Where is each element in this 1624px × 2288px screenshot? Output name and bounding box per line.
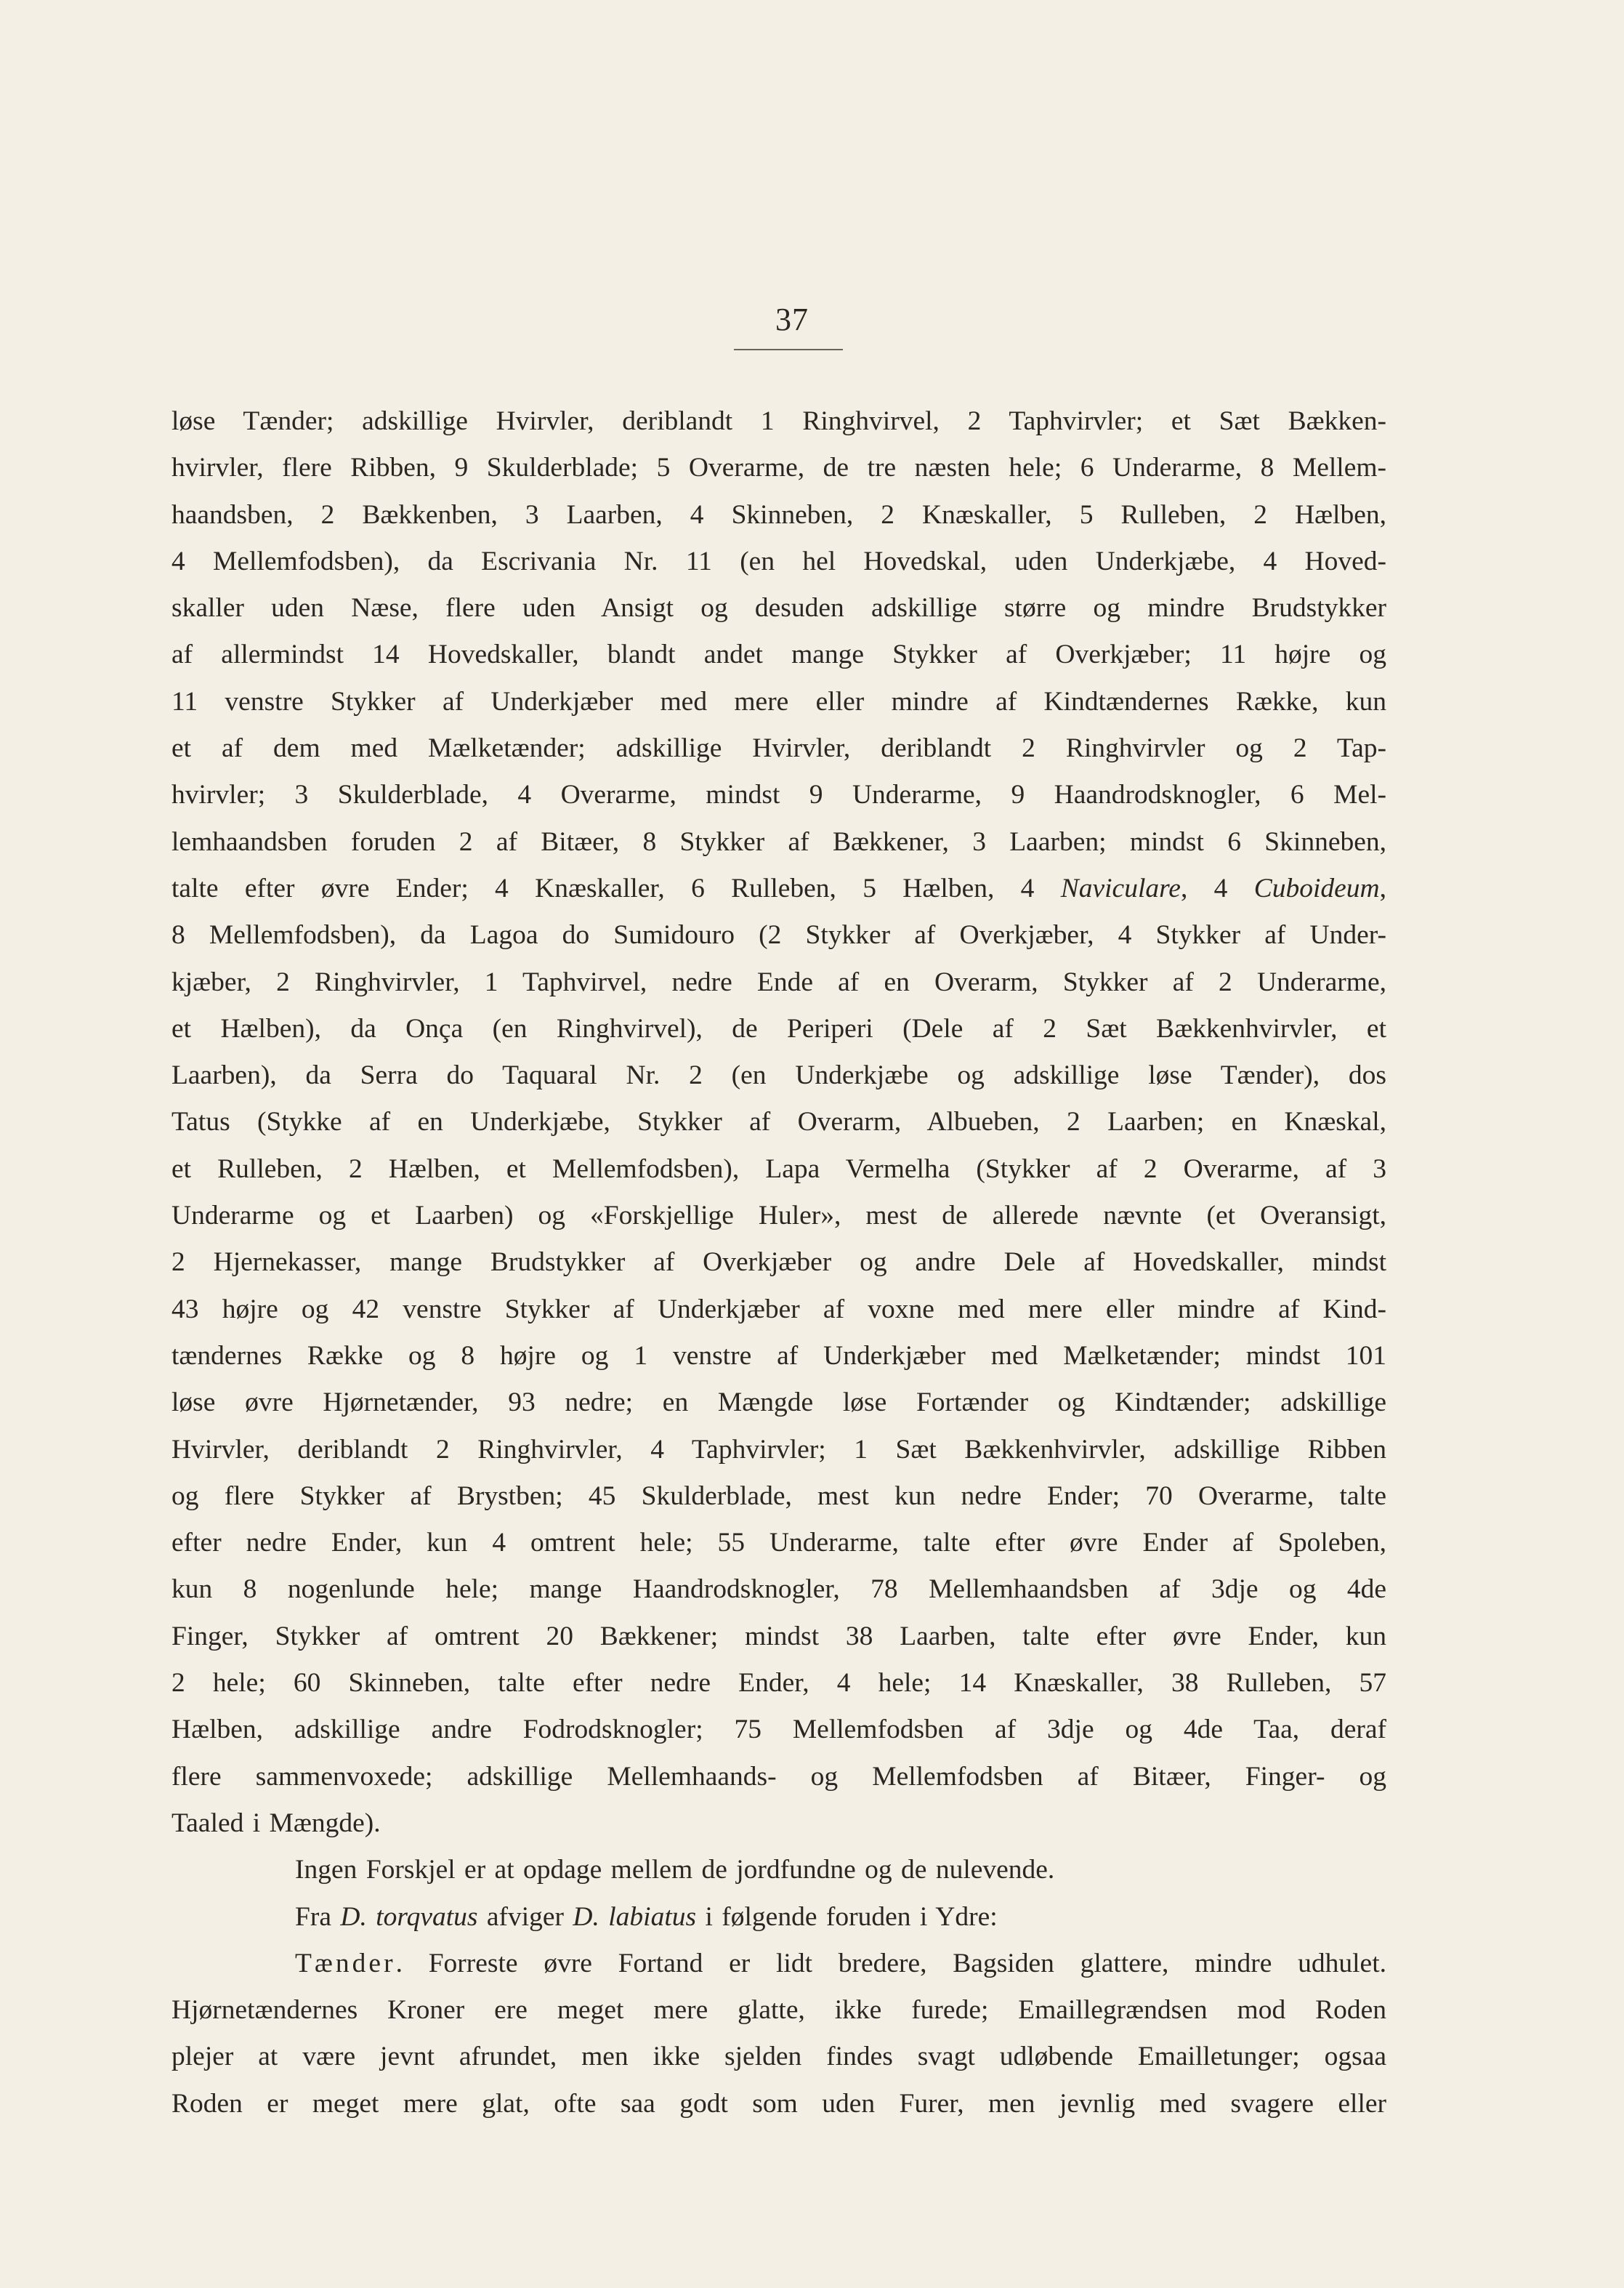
- text-line: kun 8 nogenlunde hele; mange Haandrodsknogler, 78 Mellemhaandsben af 3dje og 4de: [171, 1574, 1386, 1605]
- text-line: 4 Mellemfodsben), da Escrivania Nr. 11 (en hel Hovedskal, uden Underkjæbe, 4 Hoved-: [171, 546, 1386, 576]
- text-line: Roden er meget mere glat, ofte saa godt som uden Furer, men jevnlig med svagere eller: [171, 2088, 1386, 2119]
- text-fragment: afviger: [477, 1901, 573, 1932]
- text-line: løse øvre Hjørnetænder, 93 nedre; en Mængde løse Fortænder og Kindtænder; adskillige: [171, 1387, 1386, 1418]
- text-line: 11 venstre Stykker af Underkjæber med mere eller mindre af Kindtændernes Række, kun: [171, 686, 1386, 717]
- text-line: lemhaandsben foruden 2 af Bitæer, 8 Stykker af Bækkener, 3 Laarben; mindst 6 Skinneben,: [171, 826, 1386, 857]
- text-line: 43 højre og 42 venstre Stykker af Underkjæber af voxne med mere eller mindre af Kind-: [171, 1294, 1386, 1324]
- text-line: Laarben), da Serra do Taquaral Nr. 2 (en Underkjæbe og adskillige løse Tænder), dos: [171, 1060, 1386, 1091]
- text-line: 8 Mellemfodsben), da Lagoa do Sumidouro (2 Stykker af Overkjæber, 4 Stykker af Under-: [171, 920, 1386, 951]
- text-line: Underarme og et Laarben) og «Forskjellige Huler», mest de allerede nævnte (et Overansigt,: [171, 1201, 1386, 1231]
- paragraph-start: Ingen Forskjel er at opdage mellem de jordfundne og de nulevende.: [295, 1855, 1055, 1885]
- text-line: Finger, Stykker af omtrent 20 Bækkener; mindst 38 Laarben, talte efter øvre Ender, kun: [171, 1621, 1386, 1651]
- text-fragment: . Forreste øvre Fortand er lidt bredere, Bagsiden glattere, mindre udhulet.: [395, 1948, 1386, 1978]
- text-line: hvirvler; 3 Skulderblade, 4 Overarme, mindst 9 Underarme, 9 Haandrodsknogler, 6 Mel-: [171, 780, 1386, 810]
- text-line: kjæber, 2 Ringhvirvler, 1 Taphvirvel, nedre Ende af en Overarm, Stykker af 2 Underarme,: [171, 967, 1386, 997]
- paragraph-start: [171, 1941, 1386, 1987]
- text-line: tændernes Række og 8 højre og 1 venstre af Underkjæber med Mælketænder; mindst 101: [171, 1340, 1386, 1371]
- page-number-rule: [734, 349, 843, 350]
- text-line: et Hælben), da Onça (en Ringhvirvel), de Periperi (Dele af 2 Sæt Bækkenhvirvler, et: [171, 1013, 1386, 1044]
- text-line: plejer at være jevnt afrundet, men ikke sjelden findes svagt udløbende Emailletunger; ogsaa: [171, 2042, 1386, 2072]
- text-line: efter nedre Ender, kun 4 omtrent hele; 55 Underarme, talte efter øvre Ender af Spoleben,: [171, 1528, 1386, 1558]
- text-line: 2 Hjernekasser, mange Brudstykker af Overkjæber og andre Dele af Hovedskaller, mindst: [171, 1247, 1386, 1278]
- text-line: [171, 866, 1386, 912]
- text-fragment: talte efter øvre Ender; 4 Knæskaller, 6 Rulleben, 5 Hælben, 4: [171, 873, 1061, 903]
- text-line: Hælben, adskillige andre Fodrodsknogler; 75 Mellemfodsben af 3dje og 4de Taa, deraf: [171, 1715, 1386, 1745]
- text-fragment: ,: [1379, 873, 1386, 903]
- text-fragment: i følgende foruden i Ydre:: [696, 1901, 998, 1932]
- italic-term: D. labiatus: [573, 1901, 697, 1932]
- section-heading: Tænder: [295, 1948, 396, 1978]
- text-line: Tatus (Stykke af en Underkjæbe, Stykker af Overarm, Albueben, 2 Laarben; en Knæskal,: [171, 1107, 1386, 1137]
- text-line: af allermindst 14 Hovedskaller, blandt andet mange Stykker af Overkjæber; 11 højre og: [171, 640, 1386, 670]
- text-line: 2 hele; 60 Skinneben, talte efter nedre Ender, 4 hele; 14 Knæskaller, 38 Rulleben, 57: [171, 1668, 1386, 1699]
- paragraph-start: [171, 1894, 1386, 1941]
- text-line: løse Tænder; adskillige Hvirvler, deriblandt 1 Ringhvirvel, 2 Taphvirvler; et Sæt Bækken-: [171, 406, 1386, 436]
- text-fragment: Fra: [295, 1901, 341, 1932]
- text-line: et af dem med Mælketænder; adskillige Hvirvler, deriblandt 2 Ringhvirvler og 2 Tap-: [171, 733, 1386, 764]
- italic-term: Cuboideum: [1253, 873, 1380, 903]
- text-line: og flere Stykker af Brystben; 45 Skulderblade, mest kun nedre Ender; 70 Overarme, talte: [171, 1481, 1386, 1511]
- text-line: et Rulleben, 2 Hælben, et Mellemfodsben), Lapa Vermelha (Stykker af 2 Overarme, af 3: [171, 1153, 1386, 1184]
- body-text: [171, 398, 1386, 2127]
- text-line: hvirvler, flere Ribben, 9 Skulderblade; 5 Overarme, de tre næsten hele; 6 Underarme, 8 Mellem-: [171, 453, 1386, 483]
- text-line: Hvirvler, deriblandt 2 Ringhvirvler, 4 Taphvirvler; 1 Sæt Bækkenhvirvler, adskillige Ribben: [171, 1434, 1386, 1465]
- text-line: Taaled i Mængde).: [171, 1808, 381, 1838]
- text-fragment: , 4: [1180, 873, 1254, 903]
- text-line: skaller uden Næse, flere uden Ansigt og desuden adskillige større og mindre Brudstykker: [171, 593, 1386, 624]
- italic-term: D. torqvatus: [340, 1901, 478, 1932]
- text-line: flere sammenvoxede; adskillige Mellemhaands- og Mellemfodsben af Bitæer, Finger- og: [171, 1761, 1386, 1792]
- italic-term: Naviculare: [1060, 873, 1181, 903]
- text-line: Hjørnetændernes Kroner ere meget mere glatte, ikke furede; Emaillegrændsen mod Roden: [171, 1995, 1386, 2026]
- page-number: 37: [775, 302, 809, 337]
- text-line: haandsben, 2 Bækkenben, 3 Laarben, 4 Skinneben, 2 Knæskaller, 5 Rulleben, 2 Hælben,: [171, 499, 1386, 530]
